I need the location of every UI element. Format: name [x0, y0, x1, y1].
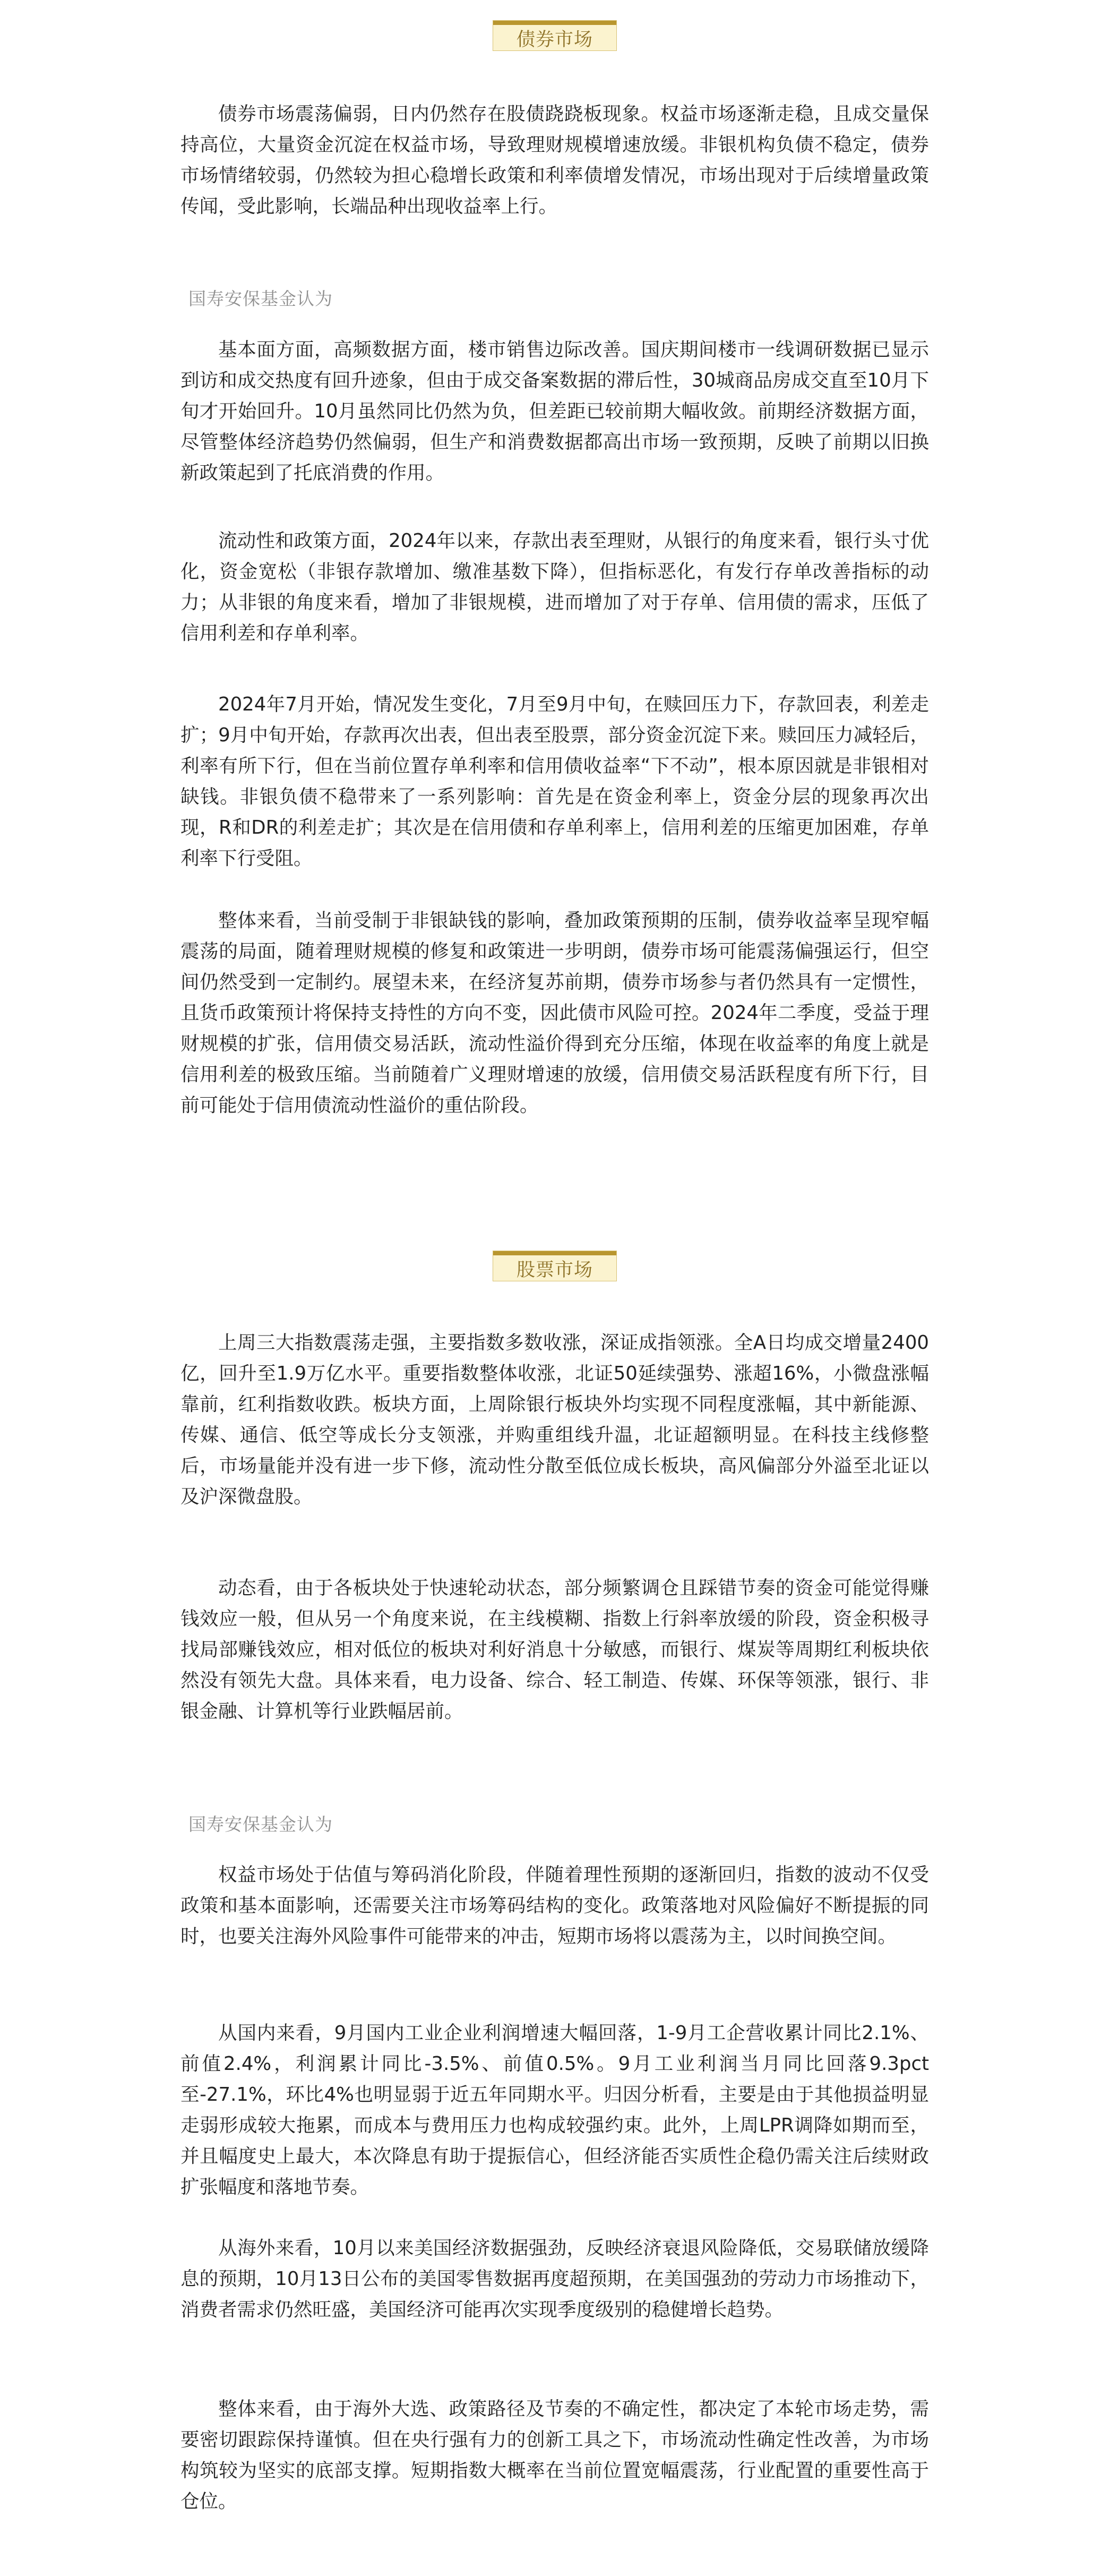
stock-paragraph-3: 从海外来看，10月以来美国经济数据强劲，反映经济衰退风险降低，交易联储放缓降息的预期，10月13日公布的美国零售数据再度超预期，在美国强劲的劳动力市场推动下，消费者需求仍然旺盛，美国经济可能再次实现季度级别的稳健增长趋势。 — [180, 2237, 929, 2321]
bond-paragraph-2: 流动性和政策方面，2024年以来，存款出表至理财，从银行的角度来看，银行头寸优化，资金宽松（非银存款增加、缴准基数下降），但指标恶化，有发行存单改善指标的动力；从非银的角度来看，增加了非银规模，进而增加了对于存单、信用债的需求，压低了信用利差和存单利率。 — [180, 530, 929, 644]
bond-paragraph-4: 整体来看，当前受制于非银缺钱的影响，叠加政策预期的压制，债券收益率呈现窄幅震荡的局面，随着理财规模的修复和政策进一步明朗，债券市场可能震荡偏强运行，但空间仍然受到一定制约。展望未来，在经济复苏前期，债券市场参与者仍然具有一定惯性，且货币政策预计将保持支持性的方向不变，因此债市风险可控。2024年二季度，受益于理财规模的扩张，信用债交易活跃，流动性溢价得到充分压缩，体现在收益率的角度上就是信用利差的极致压缩。当前随着广义理财增速的放缓，信用债交易活跃程度有所下行，目前可能处于信用债流动性溢价的重估阶段。 — [180, 910, 929, 1116]
bond-paragraph-1: 基本面方面，高频数据方面，楼市销售边际改善。国庆期间楼市一线调研数据已显示到访和成交热度有回升迹象，但由于成交备案数据的滞后性，30城商品房成交直至10月下旬才开始回升。10月虽然同比仍然为负，但差距已较前期大幅收敛。前期经济数据方面，尽管整体经济趋势仍然偏弱，但生产和消费数据都高出市场一致预期，反映了前期以旧换新政策起到了托底消费的作用。 — [180, 339, 929, 484]
stock-paragraph-4: 整体来看，由于海外大选、政策路径及节奏的不确定性，都决定了本轮市场走势，需要密切跟踪保持谨慎。但在央行强有力的创新工具之下，市场流动性确定性改善，为市场构筑较为坚实的底部支撑。短期指数大概率在当前位置宽幅震荡，行业配置的重要性高于仓位。 — [180, 2398, 929, 2512]
bond-opinion-heading: 国寿安保基金认为 — [188, 288, 333, 309]
stock-paragraph-1: 权益市场处于估值与筹码消化阶段，伴随着理性预期的逐渐回归，指数的波动不仅受政策和基本面影响，还需要关注市场筹码结构的变化。政策落地对风险偏好不断提振的同时，也要关注海外风险事件可能带来的冲击，短期市场将以震荡为主，以时间换空间。 — [180, 1864, 929, 1947]
stock-section-title: 股票市场 — [493, 1251, 617, 1281]
stock-opinion-heading: 国寿安保基金认为 — [188, 1814, 333, 1835]
stock-paragraph-2: 从国内来看，9月国内工业企业利润增速大幅回落，1-9月工企营收累计同比2.1%、前值2.4%，利润累计同比-3.5%、前值0.5%。9月工业利润当月同比回落9.3pct至-27.1%，环比4%也明显弱于近五年同期水平。归因分析看，主要是由于其他损益明显走弱形成较大拖累，而成本与费用压力也构成较强约束。此外，上周LPR调降如期而至，并且幅度史上最大，本次降息有助于提振信心，但经济能否实质性企稳仍需关注后续财政扩张幅度和落地节奏。 — [180, 2022, 929, 2198]
bond-intro-paragraph: 债券市场震荡偏弱，日内仍然存在股债跷跷板现象。权益市场逐渐走稳，且成交量保持高位，大量资金沉淀在权益市场，导致理财规模增速放缓。非银机构负债不稳定，债券市场情绪较弱，仍然较为担心稳增长政策和利率债增发情况，市场出现对于后续增量政策传闻，受此影响，长端品种出现收益率上行。 — [180, 103, 929, 217]
bond-section-title: 债券市场 — [493, 20, 617, 51]
stock-intro-paragraph: 上周三大指数震荡走强，主要指数多数收涨，深证成指领涨。全A日均成交增量2400亿，回升至1.9万亿水平。重要指数整体收涨，北证50延续强势、涨超16%，小微盘涨幅靠前，红利指数收跌。板块方面，上周除银行板块外均实现不同程度涨幅，其中新能源、传媒、通信、低空等成长分支领涨，并购重组线升温，北证超额明显。在科技主线修整后，市场量能并没有进一步下修，流动性分散至低位成长板块，高风偏部分外溢至北证以及沪深微盘股。 — [180, 1332, 929, 1508]
bond-paragraph-3: 2024年7月开始，情况发生变化，7月至9月中旬，在赎回压力下，存款回表，利差走扩；9月中旬开始，存款再次出表，但出表至股票，部分资金沉淀下来。赎回压力减轻后，利率有所下行，但在当前位置存单利率和信用债收益率“下不动”，根本原因就是非银相对缺钱。非银负债不稳带来了一系列影响：首先是在资金利率上，资金分层的现象再次出现，R和DR的利差走扩；其次是在信用债和存单利率上，信用利差的压缩更加困难，存单利率下行受阻。 — [180, 694, 929, 869]
stock-dynamics-paragraph: 动态看，由于各板块处于快速轮动状态，部分频繁调仓且踩错节奏的资金可能觉得赚钱效应一般，但从另一个角度来说，在主线模糊、指数上行斜率放缓的阶段，资金积极寻找局部赚钱效应，相对低位的板块对利好消息十分敏感，而银行、煤炭等周期红利板块依然没有领先大盘。具体来看，电力设备、综合、轻工制造、传媒、环保等领涨，银行、非银金融、计算机等行业跌幅居前。 — [180, 1577, 929, 1722]
